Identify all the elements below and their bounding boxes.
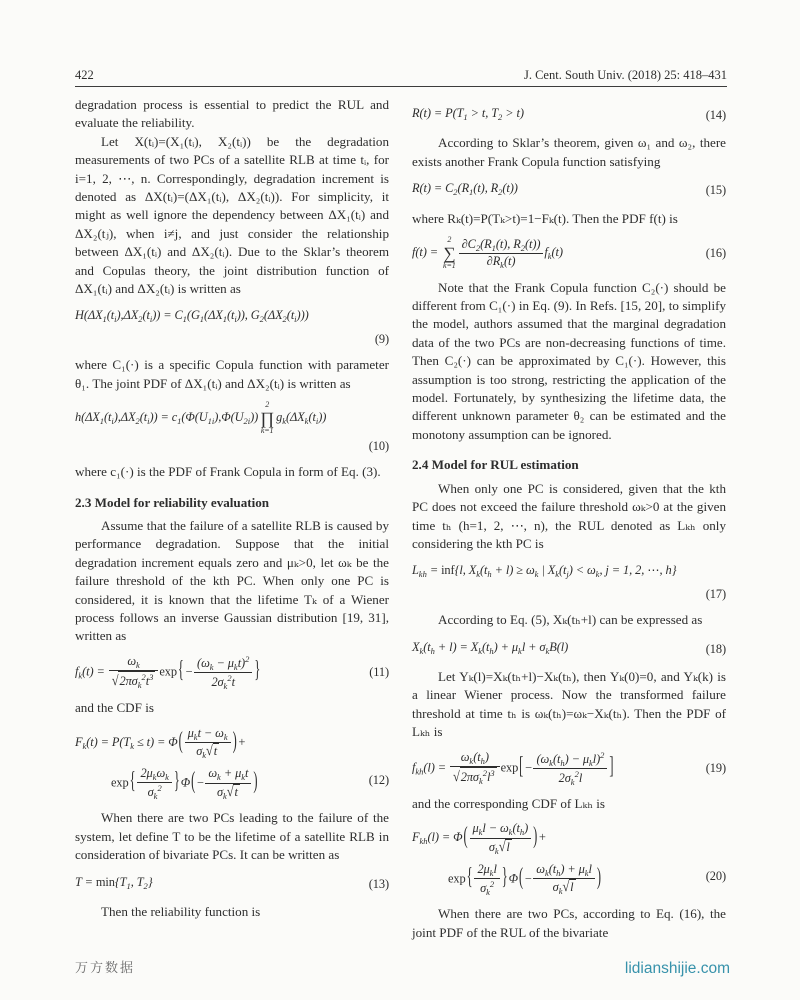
- equation-math: $f_{kh}(l)$ = $\frac{\omega_k(t_h)}{√2\pi\sigma_k^2l^3}$ exp[− $\frac{(\omega_k(t_h) - \mu_kl)^2}{2\sigma_k^2l}$ ]: [412, 749, 614, 787]
- equation-math: $F_k(t) = P(T_k \le t) = \Phi$( $\frac{\mu_kt - \omega_k}{\sigma_k√t}$ )+ exp{ $\frac{2\mu_k\omega_k}{\sigma_k^2}$ }Φ(− $\frac{\omega_k + \mu_kt}{\sigma_k√t}$ ): [75, 725, 258, 802]
- equation: [412, 638, 726, 660]
- equation: [412, 750, 726, 787]
- paragraph: and the CDF is: [75, 700, 154, 716]
- equation-math: $L_{kh} = inf\{l$, $X_k(t_h + l) \ge \omega_k$ | $X_k(t_j) < \omega_k$, j = 1, 2, ⋯, h}: [412, 563, 677, 580]
- equation-math: $H(\Delta X_1(t_i),\Delta X_2(t_i)) = C_1(G_1(\Delta X_1(t_i))$, $G_2(\Delta X_2(t_i))$): [75, 308, 309, 325]
- equation-number: (14): [705, 108, 726, 122]
- equation-math: $h(\Delta X_1(t_i),\Delta X_2(t_i)) = c_1(\Phi(U_{1i}),\Phi(U_{2i}))$ 2 ∏ k=1 $g_k(\Delta X_k(t_i))$: [75, 400, 327, 435]
- equation-math: $F_{kh}(l) = \Phi$( $\frac{\mu_kl - \omega_k(t_h)}{\sigma_k√l}$ )+ exp{ $\frac{2\mu_kl}{\sigma_k^2}$ }Φ(− $\frac{\omega_k(t_h) + \mu_kl}{\sigma_k√l}$ ): [412, 821, 601, 897]
- equation-math: $R(t) = P(T_1 > t$, $T_2 > t$): [412, 106, 524, 122]
- equation: [75, 726, 389, 802]
- paragraph: where c₁(·) is the PDF of Frank Copula in form of Eq. (3).: [75, 464, 381, 480]
- equation: [412, 561, 726, 603]
- paragraph: Let X(tᵢ)=(X₁(tᵢ), X₂(tᵢ)) be the degradation measurements of two PCs of a satellite RLB at time tᵢ, for i=1, 2, ⋯, n. Correspondingly, degradation increment is denoted as ΔX(tᵢ)=(ΔX₁(tᵢ), ΔX₂(tᵢ)). For simplicity, it might as well ignore the dependency between ΔX₁(tᵢ) and ΔX₂(tⱼ), when i≠j, and just consider the relationship between ΔX₁(tᵢ) and ΔX₂(tᵢ). Due to the Sklar’s theorem and Copulas theory, the joint distribution function of ΔX₁(tᵢ) and ΔX₂(tᵢ) is written as: [75, 133, 389, 297]
- paragraph: When there are two PCs, according to Eq. (16), the joint PDF of the RUL of the bivariate: [412, 906, 726, 940]
- page-header: [75, 68, 727, 87]
- journal-citation: J. Cent. South Univ. (2018) 25: 418–431: [523, 68, 727, 82]
- paragraph: Then the reliability function is: [101, 903, 261, 919]
- paragraph: When there are two PCs leading to the failure of the system, let define T to be the lifetime of a satellite RLB in consideration of bivariate PCs. It can be written as: [75, 810, 389, 863]
- equation-number: (18): [705, 641, 726, 656]
- paragraph: and the corresponding CDF of Lₖₕ is: [412, 795, 605, 811]
- paragraph: According to Sklar’s theorem, given ω₁ and ω₂, there exists another Frank Copula function satisfying: [412, 135, 726, 169]
- equation: [412, 179, 726, 201]
- equation-number: (12): [368, 772, 389, 787]
- equation: [75, 873, 389, 895]
- equation-number: (9): [374, 331, 389, 346]
- equation-number: (11): [369, 665, 389, 680]
- paragraph: Assume that the failure of a satellite RLB is caused by performance degradation. Suppose that the initial degradation increment equals zero and μₖ>0, let ωₖ be the failure threshold of the kth PC. When only one PC is considered, it is known that the lifetime Tₖ of a Wiener process follows an inverse Gaussian distribution [19, 31], written as: [75, 517, 389, 644]
- paragraph: where Rₖ(t)=P(Tₖ>t)=1−Fₖ(t). Then the PDF f(t) is: [412, 210, 678, 226]
- equation-number: (13): [368, 876, 389, 891]
- equation-math: f(t) = 2 ∑ k=1 $\frac{\partial C_2(R_1(t), R_2(t))}{\partial R_k(t)}$ $f_k(t)$: [412, 235, 563, 270]
- equation: [75, 306, 389, 348]
- site-watermark-link[interactable]: lidianshijie.com: [624, 960, 730, 977]
- equation-math: $f_k(t)$ = $\frac{\omega_k}{√2\pi\sigma_k^2t^3}$ exp{− $\frac{(\omega_k - \mu_kt)^2}{2\sigma_k^2t}$ }: [75, 653, 261, 691]
- right-column: [412, 96, 726, 942]
- equation: [412, 104, 726, 126]
- paragraph: where C₁(·) is a specific Copula function with parameter θ₁. The joint PDF of ΔX₁(tᵢ) and ΔX₂(tᵢ) is written as: [75, 357, 389, 391]
- equation-number: (15): [705, 183, 726, 198]
- wanfang-watermark: 万方数据: [75, 961, 136, 976]
- paragraph: When only one PC is considered, given that the kth PC does not exceed the failure threshold ωₖ>0 at the given time tₕ (h=1, 2, ⋯, n), the RUL denoted as Lₖₕ only considering the kth PC is: [412, 480, 726, 551]
- equation-math: $R(t) = C_2(R_1(t)$, $R_2(t)$): [412, 181, 518, 198]
- equation-number: (17): [705, 586, 726, 601]
- section-heading: 2.4 Model for RUL estimation: [412, 457, 579, 473]
- equation-math: $T = \min\{T_1$, $T_2$}: [75, 874, 153, 891]
- left-column: [75, 96, 389, 942]
- paragraph: degradation process is essential to predict the RUL and evaluate the reliability.: [75, 97, 389, 131]
- equation-number: (10): [368, 438, 389, 453]
- equation: [75, 401, 389, 455]
- paragraph: According to Eq. (5), Xₖ(tₕ+l) can be expressed as: [438, 612, 703, 628]
- equation: [412, 236, 726, 271]
- equation-number: (20): [705, 868, 726, 883]
- paragraph: Note that the Frank Copula function C₂(·) should be different from C₁(·) in Eq. (9). In Refs. [15, 20], to simplify the model, authors assumed that the marginal degradation data of the two PCs are non-decreasing functions of time. Then C₂(·) can be approximated by C₁(·). However, this assumption is too strong, restricting the application of the model. Fortunately, by synthesizing the lifetime data, the different unknown parameter θ₂ can be estimated and the monotony assumption can be ignored.: [412, 279, 726, 442]
- two-column-body: [75, 96, 727, 942]
- section-heading: 2.3 Model for reliability evaluation: [75, 494, 270, 510]
- paragraph: Let Yₖ(l)=Xₖ(tₕ+l)−Xₖ(tₕ), then Yₖ(0)=0, and Yₖ(k) is a linear Wiener process. Now the transformed failure threshold at time tₕ is ωₖ(tₕ)=ωₖ−Xₖ(tₕ). Then the PDF of Lₖₕ is: [412, 668, 726, 740]
- equation: [412, 821, 726, 897]
- page-number: 422: [75, 68, 94, 82]
- equation-number: (19): [705, 761, 726, 776]
- equation-number: (16): [705, 246, 726, 261]
- equation-math: $X_k(t_h + l) = X_k(t_h) + \mu_kl + \sigma_kB(l)$: [412, 639, 569, 656]
- equation: [75, 654, 389, 691]
